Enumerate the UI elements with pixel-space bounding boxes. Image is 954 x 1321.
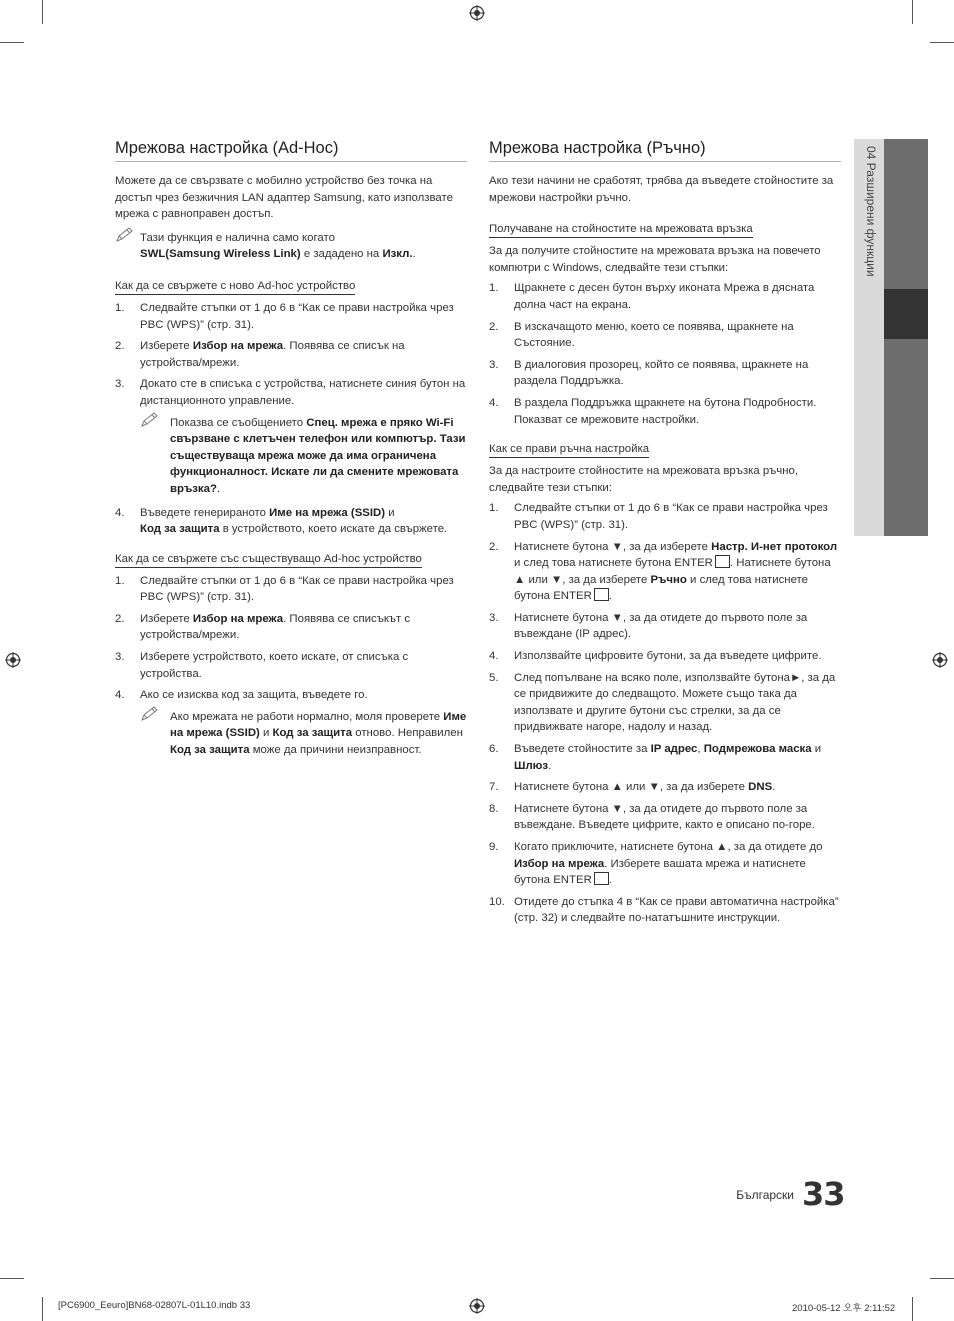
enter-icon bbox=[715, 555, 730, 568]
step-number: 2. bbox=[115, 340, 125, 353]
subheading-get-values: Получаване на стойностите на мрежовата връзка bbox=[489, 222, 753, 238]
page-number: 33 bbox=[802, 1175, 845, 1213]
step-text: . bbox=[772, 781, 776, 794]
chapter-tab-block bbox=[884, 139, 928, 289]
list-item bbox=[489, 801, 841, 834]
note-text: Тази функция е налична само когато bbox=[140, 231, 335, 244]
step-text: . Появява се списъкът с устройства/мрежи. bbox=[140, 612, 411, 642]
crop-mark bbox=[930, 1278, 954, 1279]
list-item bbox=[489, 610, 841, 643]
step-text: Изберете bbox=[140, 612, 193, 625]
note-text: може да причини неизправност. bbox=[249, 744, 422, 757]
step-text: В диалоговия прозорец, който се появява, щракнете на раздела Поддръжка. bbox=[514, 358, 809, 388]
step-text: Натиснете бутона ▲ или ▼, за да изберете bbox=[514, 781, 749, 794]
chapter-tab-active-marker bbox=[884, 289, 928, 339]
steps-list bbox=[489, 500, 841, 927]
note-bold: Код за защита bbox=[272, 727, 353, 740]
registration-mark-icon bbox=[5, 652, 21, 668]
note-bold: Спец. мрежа е пряко Wi-Fi свързване с клетъчен телефон или компютър. Тази съществуваща мрежа може да има ограничена функционалност. Искате ли да смените мрежовата връзка? bbox=[170, 416, 466, 495]
registration-mark-icon bbox=[932, 652, 948, 668]
note bbox=[115, 230, 467, 263]
step-text: , bbox=[697, 743, 704, 756]
step-number: 3. bbox=[115, 378, 125, 391]
step-number: 4. bbox=[115, 506, 125, 519]
section-title-manual: Мрежова настройка (Ръчно) bbox=[489, 138, 841, 162]
step-text: Въведете стойностите за bbox=[514, 743, 651, 756]
subsection-intro: За да настроите стойностите на мрежовата връзка ръчно, следвайте тези стъпки: bbox=[489, 465, 799, 494]
step-text: . bbox=[608, 874, 612, 887]
step-text: В раздела Поддръжка щракнете на бутона Подробности. Показват се мрежовите настройки. bbox=[514, 396, 817, 426]
step-bold: Ръчно bbox=[650, 573, 687, 586]
step-text: . bbox=[548, 759, 552, 772]
step-text: в устройството, което искате да свържете. bbox=[219, 523, 448, 536]
note-bold: Име на мрежа (SSID) bbox=[170, 710, 467, 740]
list-item bbox=[489, 395, 841, 428]
step-number: 1. bbox=[489, 282, 499, 295]
chapter-tab-block bbox=[884, 339, 928, 536]
steps-list bbox=[115, 573, 467, 759]
note-bold: Код за защита bbox=[170, 744, 250, 757]
step-bold: Име на мрежа (SSID) bbox=[269, 506, 386, 519]
step-text: Натиснете бутона ▼, за да отидете до първото поле за въвеждане (IP адрес). bbox=[514, 611, 808, 641]
note bbox=[140, 709, 467, 759]
list-item bbox=[489, 319, 841, 352]
step-text: и след това натиснете бутона bbox=[514, 557, 675, 570]
list-item bbox=[115, 611, 467, 644]
steps-list bbox=[489, 280, 841, 428]
step-bold: Избор на мрежа bbox=[192, 612, 284, 625]
step-number: 3. bbox=[489, 611, 499, 624]
step-number: 1. bbox=[489, 502, 499, 515]
crop-mark bbox=[0, 42, 24, 43]
step-text: . Появява се списък на устройства/мрежи. bbox=[140, 340, 405, 369]
step-number: 4. bbox=[489, 650, 499, 663]
note-text: и bbox=[259, 727, 273, 740]
step-text: След попълване на всяко поле, използвайте бутона►, за да се придвижите до следващото. Можете също така да използвате и другите бутони със стрелки, за да се придвижвате нагоре, надолу и назад. bbox=[514, 671, 836, 734]
note-text: е зададено на bbox=[300, 248, 383, 261]
list-item bbox=[489, 894, 841, 927]
step-text: Натиснете бутона ▼, за да отидете до първото поле за въвеждане. Въведете цифрите, както е описано по-горе. bbox=[514, 802, 815, 832]
list-item bbox=[489, 648, 841, 665]
section-title-adhoc: Мрежова настройка (Ad-Hoc) bbox=[115, 138, 467, 162]
step-text: и bbox=[811, 743, 822, 756]
list-item bbox=[489, 741, 841, 774]
registration-mark-icon bbox=[469, 5, 485, 21]
enter-key-label: ENTER bbox=[674, 557, 713, 570]
note-text: Ако мрежата не работи нормално, моля проверете bbox=[170, 710, 444, 723]
step-number: 9. bbox=[489, 841, 499, 853]
step-number: 3. bbox=[489, 358, 499, 371]
chapter-label: 04 Разширени функции bbox=[864, 146, 878, 277]
step-bold: Шлюз bbox=[514, 759, 549, 772]
crop-mark bbox=[912, 0, 913, 24]
list-item bbox=[115, 338, 467, 371]
note-text: . bbox=[216, 482, 221, 495]
list-item bbox=[489, 280, 841, 313]
left-column bbox=[115, 138, 467, 766]
enter-key-label: ENTER bbox=[553, 590, 592, 603]
step-bold: Подмрежова маска bbox=[703, 743, 812, 756]
step-text: В изскачащото меню, което се появява, щракнете на Състояние. bbox=[514, 320, 794, 350]
crop-mark bbox=[42, 1297, 43, 1321]
step-text: Отидете до стъпка 4 в “Как се прави автоматична настройка” (стр. 32) и следвайте по-нататъшните инструкции. bbox=[514, 895, 839, 925]
list-item bbox=[115, 300, 467, 333]
step-text: Когато приключите, натиснете бутона ▲, за да отидете до bbox=[514, 841, 823, 853]
subheading-manual-setup: Как се прави ръчна настройка bbox=[489, 442, 649, 458]
right-column bbox=[489, 138, 841, 932]
subheading-new-adhoc: Как да се свържете с ново Ad-hoc устройство bbox=[115, 279, 355, 295]
list-item bbox=[489, 839, 841, 889]
subheading-existing-adhoc: Как да се свържете със съществуващо Ad-hoc устройство bbox=[115, 552, 422, 568]
step-number: 1. bbox=[115, 574, 125, 587]
step-number: 4. bbox=[115, 689, 125, 702]
step-text: Въведете генерираното bbox=[140, 506, 270, 519]
step-text: Щракнете с десен бутон върху иконата Мрежа в дясната долна част на екрана. bbox=[514, 282, 815, 311]
footer-language: Български bbox=[736, 1188, 794, 1202]
step-text: Следвайте стъпки от 1 до 6 в “Как се прави настройка чрез PBC (WPS)” (стр. 31). bbox=[514, 502, 828, 531]
enter-key-label: ENTER bbox=[553, 874, 592, 887]
step-number: 10. bbox=[489, 895, 505, 908]
crop-mark bbox=[912, 1297, 913, 1321]
list-item bbox=[489, 670, 841, 736]
step-number: 3. bbox=[115, 651, 125, 664]
step-text: Използвайте цифровите бутони, за да въведете цифрите. bbox=[514, 650, 822, 663]
list-item bbox=[489, 539, 841, 605]
step-number: 1. bbox=[115, 301, 125, 314]
step-bold: Настр. И-нет протокол bbox=[711, 540, 838, 553]
step-bold: Избор на мрежа bbox=[514, 857, 605, 870]
list-item bbox=[115, 687, 467, 758]
step-text: и след това натиснете бутона bbox=[514, 573, 808, 603]
list-item bbox=[489, 779, 841, 796]
registration-mark-icon bbox=[469, 1298, 485, 1314]
list-item bbox=[115, 505, 467, 538]
note-text: . bbox=[412, 248, 416, 261]
step-bold: IP адрес bbox=[650, 743, 698, 756]
note-bold: SWL(Samsung Wireless Link) bbox=[140, 248, 301, 261]
enter-icon bbox=[594, 872, 609, 885]
enter-icon bbox=[594, 588, 609, 601]
note-bold: Изкл. bbox=[382, 248, 413, 261]
step-text: Докато сте в списъка с устройства, натиснете синия бутон на дистанционното управление. bbox=[140, 378, 466, 407]
step-bold: Избор на мрежа bbox=[192, 340, 284, 353]
step-number: 4. bbox=[489, 396, 499, 409]
step-text: . bbox=[608, 590, 612, 603]
step-number: 2. bbox=[115, 612, 125, 625]
intro-paragraph: Ако тези начини не сработят, трябва да въведете стойностите за мрежови настройки ръчно. bbox=[489, 175, 834, 204]
note-pencil-icon bbox=[140, 706, 160, 722]
step-text: Следвайте стъпки от 1 до 6 в “Как се прави настройка чрез PBC (WPS)” (стр. 31). bbox=[140, 301, 454, 331]
note-text: отново. Неправилен bbox=[352, 727, 463, 740]
step-bold: Код за защита bbox=[140, 523, 220, 536]
print-slug-left: [PC6900_Eeuro]BN68-02807L-01L10.indb 33 bbox=[58, 1300, 251, 1311]
intro-paragraph: Можете да се свързвате с мобилно устройство без точка на достъп чрез безжичния LAN адаптер Samsung, като използвате мрежа с равноправен достъп. bbox=[115, 175, 453, 221]
step-number: 5. bbox=[489, 671, 499, 684]
print-slug-right: 2010-05-12 오후 2:11:52 bbox=[792, 1303, 896, 1314]
list-item bbox=[489, 357, 841, 390]
step-number: 2. bbox=[489, 540, 499, 553]
note bbox=[140, 415, 467, 498]
step-text: Изберете устройството, което искате, от списъка с устройства. bbox=[140, 651, 409, 680]
step-text: Ако се изисква код за защита, въведете го. bbox=[140, 689, 368, 702]
step-number: 7. bbox=[489, 781, 499, 794]
step-text: Изберете bbox=[140, 340, 193, 353]
step-text: . Изберете вашата мрежа и натиснете бутона bbox=[514, 857, 806, 887]
step-text: Натиснете бутона ▼, за да изберете bbox=[514, 540, 712, 553]
step-text: . Натиснете бутона ▲ или ▼, за да изберете bbox=[514, 557, 831, 586]
list-item bbox=[489, 500, 841, 533]
step-bold: DNS bbox=[748, 781, 773, 794]
crop-mark bbox=[0, 1278, 24, 1279]
list-item bbox=[115, 376, 467, 497]
step-number: 8. bbox=[489, 802, 499, 815]
step-number: 6. bbox=[489, 743, 499, 756]
crop-mark bbox=[42, 0, 43, 24]
step-number: 2. bbox=[489, 320, 499, 333]
step-text: Следвайте стъпки от 1 до 6 в “Как се прави настройка чрез PBC (WPS)” (стр. 31). bbox=[140, 574, 454, 604]
list-item bbox=[115, 573, 467, 606]
note-pencil-icon bbox=[140, 412, 160, 428]
steps-list bbox=[115, 300, 467, 538]
note-pencil-icon bbox=[115, 227, 135, 243]
subsection-intro: За да получите стойностите на мрежовата връзка на повечето компютри с Windows, следвайте тези стъпки: bbox=[489, 245, 821, 274]
crop-mark bbox=[930, 42, 954, 43]
step-text: и bbox=[385, 506, 395, 519]
note-text: Показва се съобщението bbox=[170, 416, 307, 429]
list-item bbox=[115, 649, 467, 682]
